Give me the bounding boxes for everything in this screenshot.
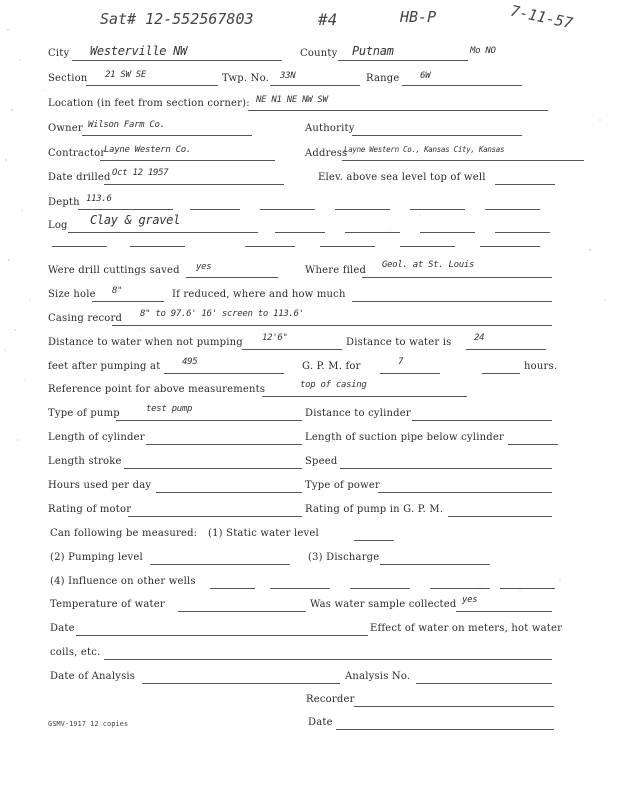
well-number: #4 [318,10,338,29]
date2-line [336,729,554,730]
blank-line [420,232,475,233]
hours-line [482,373,520,374]
dist-water-is-line [466,349,546,350]
dist-water-is-label: Distance to water is [346,337,452,348]
blank-line [430,588,490,589]
type-pump-value: test pump [146,404,193,414]
address-value: Layne Western Co., Kansas City, Kansas [344,145,505,154]
dist-water-is-value: 24 [474,333,485,343]
cuttings-saved-line [186,277,278,278]
if-reduced-label: If reduced, where and how much [172,289,346,300]
gpm-rate-value: 495 [182,357,198,367]
row-section [0,68,618,88]
blank-line [245,246,295,247]
elev-label: Elev. above sea level top of well [318,172,486,183]
feet-after-label: feet after pumping at [48,361,161,372]
can-measure-label: Can following be measured: [50,528,198,539]
city-line [72,60,282,61]
blank-line [335,209,390,210]
depth-line [78,209,173,210]
pumping-level-label: (2) Pumping level [50,552,143,563]
cuttings-saved-value: yes [196,262,212,272]
row-location [0,93,618,113]
range-label: Range [366,73,400,84]
size-hole-value: 8" [112,286,123,296]
blank-line [480,246,540,247]
discharge-line [380,564,490,565]
blank-line [500,588,555,589]
sample-collected-value: yes [462,595,478,605]
date-line [76,635,368,636]
rating-motor-label: Rating of motor [48,504,132,515]
length-stroke-line [124,468,302,469]
blank-line [350,588,410,589]
gpm-value: 7 [398,357,404,367]
length-stroke-label: Length stroke [48,456,122,467]
coils-line [104,659,552,660]
effect-meters-label: Effect of water on meters, hot water [370,623,563,634]
hours-used-label: Hours used per day [48,480,152,491]
size-hole-line [92,301,164,302]
row-date-effect [0,618,618,638]
gpm-value-line [380,373,440,374]
contractor-value: Layne Western Co. [104,145,192,155]
analysis-no-line [416,683,552,684]
depth-value: 113.6 [86,194,112,204]
authority-line [352,135,522,136]
location-value: NE N1 NE NW SW [256,95,328,105]
sample-collected-label: Was water sample collected [310,599,457,610]
recorder-label: Recorder [306,694,355,705]
rating-pump-line [448,516,552,517]
temperature-label: Temperature of water [50,599,165,610]
row-cuttings [0,260,618,280]
twp-line [270,85,360,86]
county-value: Putnam [352,44,394,58]
type-power-label: Type of power [305,480,380,491]
owner-label: Owner [48,123,83,134]
dist-cylinder-label: Distance to cylinder [305,408,411,419]
dist-not-pumping-line [242,349,342,350]
blank-line [485,209,540,210]
rating-motor-line [128,516,302,517]
date-analysis-line [142,683,340,684]
temperature-line [178,611,306,612]
gpm-rate-line [164,373,284,374]
contractor-label: Contractor [48,148,106,159]
dist-not-pumping-label: Distance to water when not pumping [48,337,243,348]
row-distance-water [0,332,618,352]
blank-line [190,209,240,210]
influence-line [210,588,255,589]
dist-cylinder-line [412,420,552,421]
speed-line [340,468,552,469]
row-stroke [0,451,618,471]
blank-line [320,246,375,247]
form-code: GSMV-1917 12 copies [48,720,129,728]
section-line [86,85,218,86]
depth-label: Depth [48,197,80,208]
blank-line [400,246,455,247]
address-label: Address [305,148,348,159]
row-size-hole [0,284,618,304]
blank-line [270,588,330,589]
log-label: Log [48,220,68,231]
range-line [402,85,522,86]
where-filed-label: Where filed [305,265,367,276]
size-hole-label: Size hole [48,289,96,300]
row-log-continued [0,238,618,258]
row-rating [0,499,618,519]
row-owner [0,118,618,138]
date-drilled-line [104,184,284,185]
row-city [0,44,618,64]
row-date-drilled [0,167,618,187]
section-value: 21 SW SE [105,70,146,80]
twp-label: Twp. No. [222,73,270,84]
row-feet-after [0,356,618,376]
twp-value: 33N [280,71,296,81]
row-depth [0,192,618,212]
date-drilled-value: Oct 12 1957 [112,168,169,178]
city-label: City [48,48,70,59]
rating-pump-label: Rating of pump in G. P. M. [305,504,444,515]
gpm-for-label: G. P. M. for [302,361,361,372]
hours-label: hours. [524,361,558,372]
log-line [68,232,258,233]
type-pump-label: Type of pump [48,408,120,419]
range-value: 6W [420,71,431,81]
county-note: Mo NO [470,46,496,56]
record-stamp: Sat# 12-552567803 [100,10,254,28]
speed-label: Speed [305,456,338,467]
location-line [248,110,548,111]
length-cylinder-line [146,444,302,445]
static-level-label: (1) Static water level [208,528,319,539]
header-initials: HB-P [400,8,437,26]
authority-label: Authority [305,123,355,134]
if-reduced-line [352,301,552,302]
row-casing [0,308,618,328]
row-reference [0,379,618,399]
date-label: Date [50,623,75,634]
row-cylinder [0,427,618,447]
row-type-pump [0,403,618,423]
row-contractor [0,143,618,163]
where-filed-line [362,277,552,278]
blank-line [260,209,315,210]
influence-label: (4) Influence on other wells [50,576,196,587]
row-pumping-level [0,547,618,567]
row-recorder [0,689,618,709]
reference-point-line [262,396,467,397]
type-power-line [378,492,552,493]
blank-line [345,232,400,233]
owner-line [82,135,252,136]
blank-line [275,232,325,233]
owner-value: Wilson Farm Co. [88,120,165,130]
header-code: 7-11-57 [508,1,575,33]
address-line [342,160,584,161]
cuttings-saved-label: Were drill cuttings saved [48,265,180,276]
row-temperature [0,594,618,614]
row-can-measure [0,523,618,543]
row-log [0,215,618,235]
date-analysis-label: Date of Analysis [50,671,136,682]
length-cylinder-label: Length of cylinder [48,432,145,443]
pumping-level-line [150,564,290,565]
length-suction-label: Length of suction pipe below cylinder [305,432,504,443]
coils-label: coils, etc. [50,647,101,658]
analysis-no-label: Analysis No. [345,671,411,682]
reference-point-value: top of casing [300,380,367,390]
static-level-line [354,540,394,541]
casing-record-line [112,325,552,326]
casing-record-label: Casing record [48,313,123,324]
recorder-line [354,706,554,707]
row-analysis [0,666,618,686]
elev-line [495,184,555,185]
blank-line [130,246,185,247]
location-label: Location (in feet from section corner): [48,98,250,109]
reference-point-label: Reference point for above measurements [48,384,266,395]
sample-collected-line [456,611,552,612]
where-filed-value: Geol. at St. Louis [382,260,475,270]
casing-record-value: 8" to 97.6' 16' screen to 113.6' [140,309,304,319]
hours-used-line [156,492,302,493]
row-hours-used [0,475,618,495]
date-drilled-label: Date drilled [48,172,111,183]
county-label: County [300,48,338,59]
dist-not-pumping-value: 12'6" [262,333,288,343]
date2-label: Date [308,717,333,728]
row-coils [0,642,618,662]
county-line [338,60,468,61]
log-value: Clay & gravel [90,213,181,227]
length-suction-line [508,444,558,445]
contractor-line [100,160,275,161]
blank-line [410,209,465,210]
discharge-label: (3) Discharge [308,552,380,563]
blank-line [52,246,107,247]
city-value: Westerville NW [90,44,187,58]
type-pump-line [116,420,302,421]
blank-line [495,232,550,233]
section-label: Section [48,73,88,84]
row-influence [0,571,618,591]
